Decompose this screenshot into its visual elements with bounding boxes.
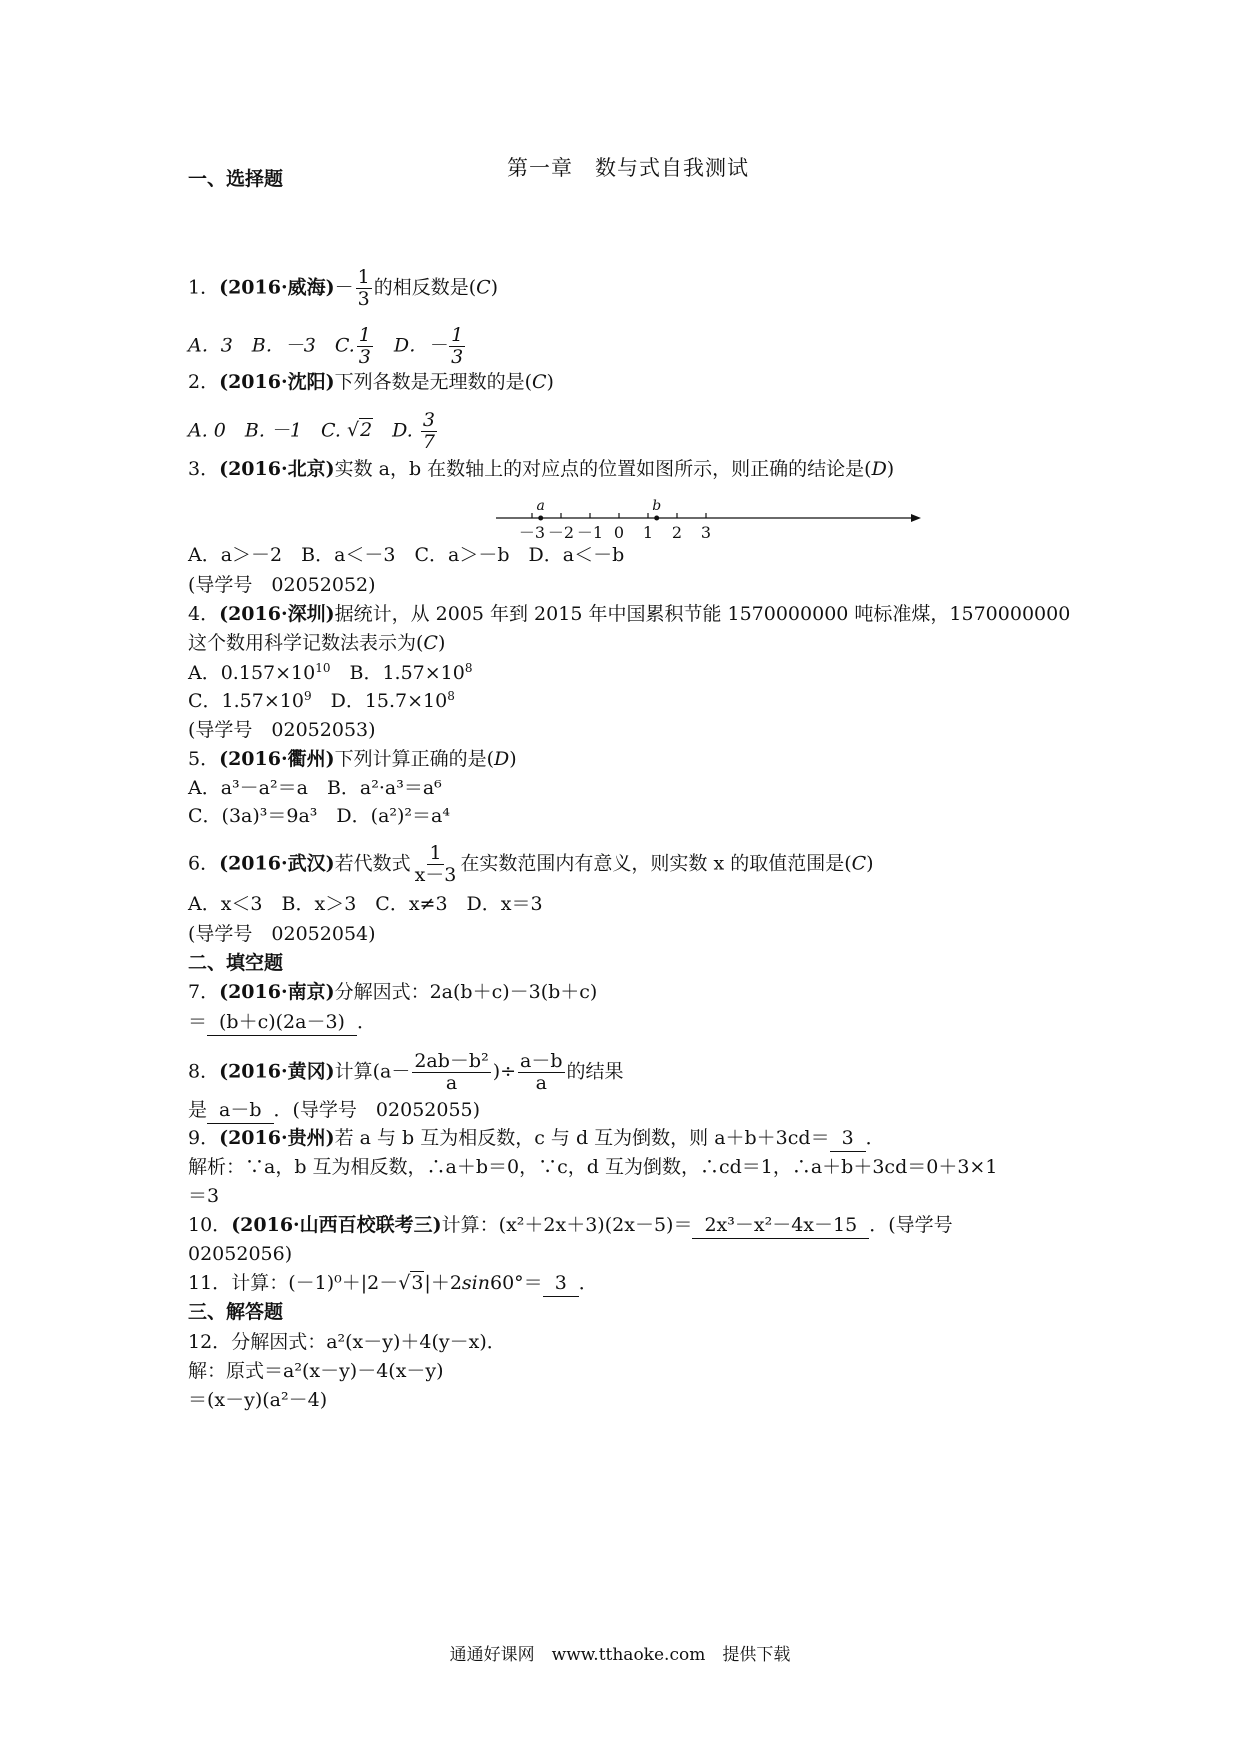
question-12: 12．分解因式：a²(x－y)＋4(y－x)．: [188, 1331, 506, 1353]
answer-blank: a－b: [207, 1097, 274, 1124]
question-8-answer-line: 是 a－b ．(导学号 02052055): [188, 1097, 480, 1124]
axis-tick-label: －2: [547, 523, 575, 542]
question-12-solution: 解：原式＝a²(x－y)－4(x－y): [188, 1360, 444, 1382]
axis-tick-label: 2: [671, 523, 683, 542]
question-5-options-ab: A．a³－a²＝a B．a²·a³＝a⁶: [188, 777, 442, 799]
question-4-cont: 这个数用科学记数法表示为(C): [188, 632, 446, 654]
answer: D: [871, 458, 887, 480]
answer-blank: (b＋c)(2a－3): [207, 1009, 357, 1036]
question-2-options: A. 0 B. －1 C. √2 D. $\frac{3}{7}$: [188, 409, 435, 453]
axis-tick-label: 0: [613, 523, 625, 542]
axis-tick-label: 3: [700, 523, 712, 542]
question-2: 2．(2016·沈阳)下列各数是无理数的是(C): [188, 371, 554, 393]
question-source: (2016·武汉): [219, 852, 335, 875]
answer: C: [532, 371, 547, 393]
question-4: 4．(2016·深圳)据统计，从 2005 年到 2015 年中国累积节能 1570000000 吨标准煤，1570000000: [188, 603, 1071, 625]
question-source: (2016·威海): [219, 276, 335, 299]
question-8: 8．(2016·黄冈)计算(a－ $\frac{\text{2ab－b²}}{a}$ )÷ $\frac{a-b}{a}$ 的结果: [188, 1050, 624, 1094]
guide-number: (导学号 02052052): [188, 574, 376, 596]
question-6: 6．(2016·武汉)若代数式 $\frac{1}{x-3}$ 在实数范围内有意义，则实数 x 的取值范围是(C): [188, 842, 874, 886]
question-source: (2016·沈阳): [219, 371, 335, 393]
answer: C: [851, 852, 867, 875]
guide-number: (导学号 02052053): [188, 719, 376, 741]
section-heading-answer: 三、解答题: [188, 1301, 284, 1323]
question-1-options: A．3 B．－3 C. $\frac{1}{3}$ D．－ $\frac{1}{3}$: [188, 324, 464, 368]
fraction: $\frac{1}{3}$: [451, 324, 464, 368]
question-source: (2016·南京): [219, 981, 335, 1003]
question-9-solution: 解析：∵a，b 互为相反数，∴a＋b＝0，∵c，d 互为倒数，∴cd＝1，∴a＋b＋3cd＝0＋3×1: [188, 1156, 998, 1178]
fraction: $\frac{\text{2ab－b²}}{a}$: [414, 1050, 489, 1094]
page-title: 第一章 数与式自我测试: [507, 156, 749, 180]
answer-blank: 3: [543, 1270, 579, 1297]
question-10: 10．(2016·山西百校联考三)计算：(x²＋2x＋3)(2x－5)＝ 2x³－x²－4x－15 ．(导学号: [188, 1212, 953, 1239]
footer-source: 通通好课网 www.tthaoke.com 提供下载: [449, 1645, 791, 1665]
point-label-b: b: [652, 498, 662, 514]
question-3: 3．(2016·北京)实数 a，b 在数轴上的对应点的位置如图所示，则正确的结论是(D): [188, 458, 895, 480]
answer: D: [494, 748, 510, 770]
square-root: √3: [398, 1272, 424, 1294]
section-heading-fill: 二、填空题: [188, 952, 284, 974]
square-root: √2: [346, 419, 373, 442]
question-11: 11．计算：(－1)⁰＋|2－√3|＋2sin60°＝ 3 ．: [188, 1270, 598, 1297]
axis-tick-label: －3: [518, 523, 546, 542]
answer-blank: 2x³－x²－4x－15: [692, 1212, 869, 1239]
answer: C: [476, 276, 491, 299]
guide-number: 02052056): [188, 1243, 293, 1265]
fraction: $\frac{1}{x-3}$: [414, 842, 457, 886]
question-source: (2016·衢州): [219, 748, 335, 770]
question-source: (2016·深圳): [219, 603, 335, 625]
question-5: 5．(2016·衢州)下列计算正确的是(D): [188, 748, 517, 770]
fraction: $\frac{a-b}{a}$: [520, 1050, 563, 1094]
question-12-solution-cont: ＝(x－y)(a²－4): [188, 1389, 328, 1411]
guide-number: (导学号 02052054): [188, 923, 376, 945]
question-7-answer-line: ＝ (b＋c)(2a－3) ．: [188, 1009, 376, 1036]
question-4-options-cd: C．$1.57\times 10^9$ D．$15.7\times 10^8$: [188, 689, 455, 712]
fraction: $\frac{1}{3}$: [357, 266, 370, 310]
question-source: (2016·贵州): [219, 1127, 335, 1149]
question-source: (2016·黄冈): [219, 1060, 335, 1083]
point-a: [538, 516, 543, 521]
axis-tick-label: －1: [576, 523, 604, 542]
fraction: $\frac{1}{3}$: [358, 324, 371, 368]
number-line-figure: [496, 492, 926, 548]
answer: C: [423, 632, 438, 654]
question-4-options-ab: A．$0.157\times 10^{10}$ B．$1.57\times 10^8$: [188, 661, 473, 684]
axis-tick-label: 1: [642, 523, 654, 542]
question-9-solution-cont: ＝3: [188, 1185, 220, 1207]
point-label-a: a: [536, 498, 545, 514]
question-9: 9．(2016·贵州)若 a 与 b 互为相反数，c 与 d 互为倒数，则 a＋b＋3cd＝ 3 ．: [188, 1125, 885, 1152]
question-6-options: A．x＜3 B．x＞3 C．x≠3 D．x＝3: [188, 893, 543, 915]
question-7: 7．(2016·南京)分解因式：2a(b＋c)－3(b＋c): [188, 981, 598, 1003]
fraction: $\frac{3}{7}$: [422, 409, 435, 453]
axis-arrow: [911, 514, 921, 522]
point-b: [654, 516, 659, 521]
question-source: (2016·山西百校联考三): [231, 1214, 442, 1236]
answer-blank: 3: [830, 1125, 866, 1152]
question-source: (2016·北京): [219, 458, 335, 480]
question-1: 1．(2016·威海)－ $\frac{1}{3}$ 的相反数是(C): [188, 266, 499, 310]
question-3-options: A．a＞－2 B．a＜－3 C．a＞－b D．a＜－b: [188, 544, 625, 566]
question-5-options-cd: C．(3a)³＝9a³ D．(a²)²＝a⁴: [188, 805, 450, 827]
section-heading-choice: 一、选择题: [188, 168, 284, 190]
